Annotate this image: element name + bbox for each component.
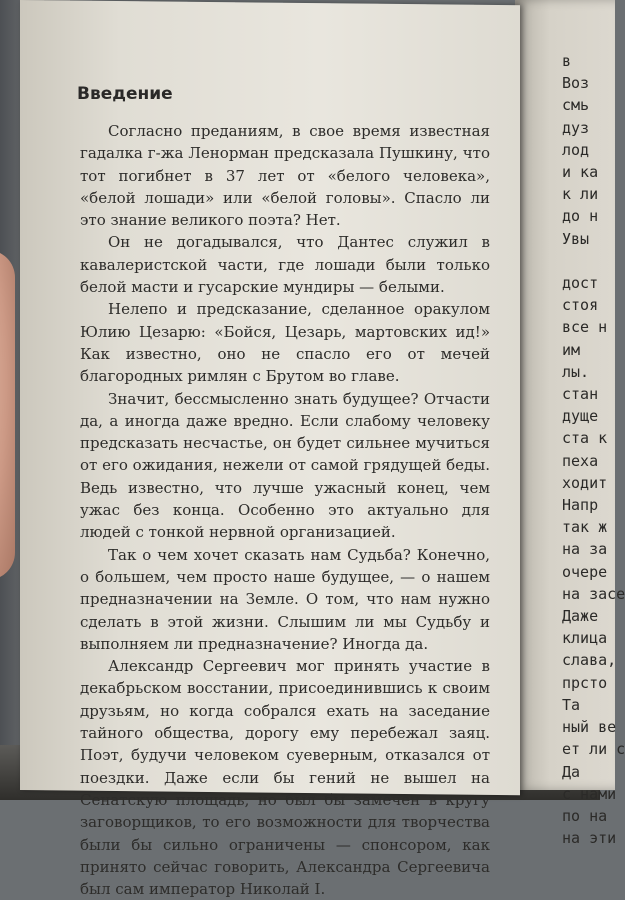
paragraph: Нелепо и предсказание, сделанное оракулом Юлию Цезарю: «Бойся, Цезарь, мартовских ид!» Как известно, оно не спасло его от мечей благородных римлян с Брутом во главе. — [80, 300, 490, 386]
paragraph: Александр Сергеевич мог принять участие в декабрьском восстании, присоединившись к своим друзьям, но когда собрался ехать на заседание тайного общества, дорогу ему перебежал заяц. Поэт, будучи человеком суеверным, отказался от поездки. Даже если бы гений не вышел на Сенатскую площадь, но был бы замечен в кругу заговорщиков, то его возможности для творчества были бы сильно ограничены — спонсором, как принято сейчас говорить, Александра Сергеевича был сам император Николай I. — [80, 657, 490, 899]
chapter-title: Введение — [77, 84, 173, 104]
right-page-text-fragments: в Воз смь дуз лод и ка к ли до н Увы дост стоя все н им лы. стан дуще ста к пеха ходит Напр так ж на за очере на засе Даже клица слава, прсто Та ный ве ет ли с Да с нами по на на эти — [562, 52, 625, 848]
paragraph: Согласно преданиям, в свое время известная гадалка г-жа Ленорман предсказала Пушкину, что тот погибнет в 37 лет от «белого человека», «белой лошади» или «белой головы». Спасло ли это знание великого поэта? Нет. — [80, 122, 490, 230]
body-text — [80, 120, 490, 900]
paragraph: Он не догадывался, что Дантес служил в кавалеристской части, где лошади были только белой масти и гусарские мундиры — белыми. — [80, 233, 490, 297]
paragraph: Так о чем хочет сказать нам Судьба? Конечно, о большем, чем просто наше будущее, — о нашем предназначении на Земле. О том, что нам нужно сделать в этой жизни. Слышим ли мы Судьбу и выполняем ли предназначение? Иногда да. — [80, 545, 490, 653]
paragraph: Значит, бессмысленно знать будущее? Отчасти да, а иногда даже вредно. Если слабому человеку предсказать несчастье, он будет сильнее мучиться от его ожидания, нежели от самой грядущей беды. Ведь известно, что лучше ужасный конец, чем ужас без конца. Особенно это актуально для людей с тонкой нервной организацией. — [80, 389, 490, 542]
thumb-holding-book — [0, 250, 15, 580]
